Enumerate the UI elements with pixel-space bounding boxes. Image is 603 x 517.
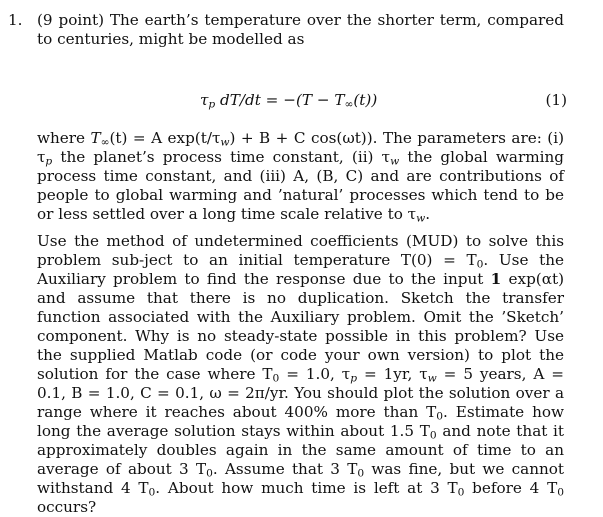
equation-1 <box>0 90 603 110</box>
equation-number: (1) <box>545 91 567 109</box>
problem-number: 1. <box>8 11 23 29</box>
equation-body: $\tau_p$ $dT/dt = -(T - T_\infty(t))$ <box>200 91 378 111</box>
problem-intro: (9 point) The earth’s temperature over the shorter term, compared to centuries, might be modelled as <box>37 11 564 48</box>
task-instructions: Use the method of undetermined coefficients (MUD) to solve this problem sub-ject to an initial temperature $T(0) = T_0$. Use the Auxiliary problem to find the response due to the input 1 exp(αt) and assume that there is no duplication. Sketch the transfer function associated with the Auxiliary problem. Omit the ’Sketch’ component. Why is no steady-state possible in this problem? Use the supplied Matlab code (or code your own version) to plot the solution for the case where $T_0 = 1.0$, $\tau_p = 1yr$, $\tau_w = 5$ years, A = 0.1, B = 1.0, C = 0.1, ω = 2π/yr. You should plot the solution over a range where it reaches about 400% more than $T_0$. Estimate how long the average solution stays within about 1.5 $T_0$ and note that it approximately doubles again in the same amount of time to an average of about 3 $T_0$. Assume that 3 $T_0$ was fine, but we cannot withstand 4 $T_0$. About how much time is left at 3 $T_0$ before 4 $T_0$ occurs? <box>37 232 565 516</box>
parameter-definitions: where $T_\infty(t) = A$ $\exp(t/\tau_w) + B + C$ cos(ωt)). The parameters are: (i) $\tau_p$ the planet’s process time constant, (ii) $\tau_w$ the global warming process time constant, and (iii) A, (B, C) and are contributions of people to global warming and ’natural’ processes which tend to be or less settled over a long time scale relative to $\tau_w$. <box>37 129 564 225</box>
